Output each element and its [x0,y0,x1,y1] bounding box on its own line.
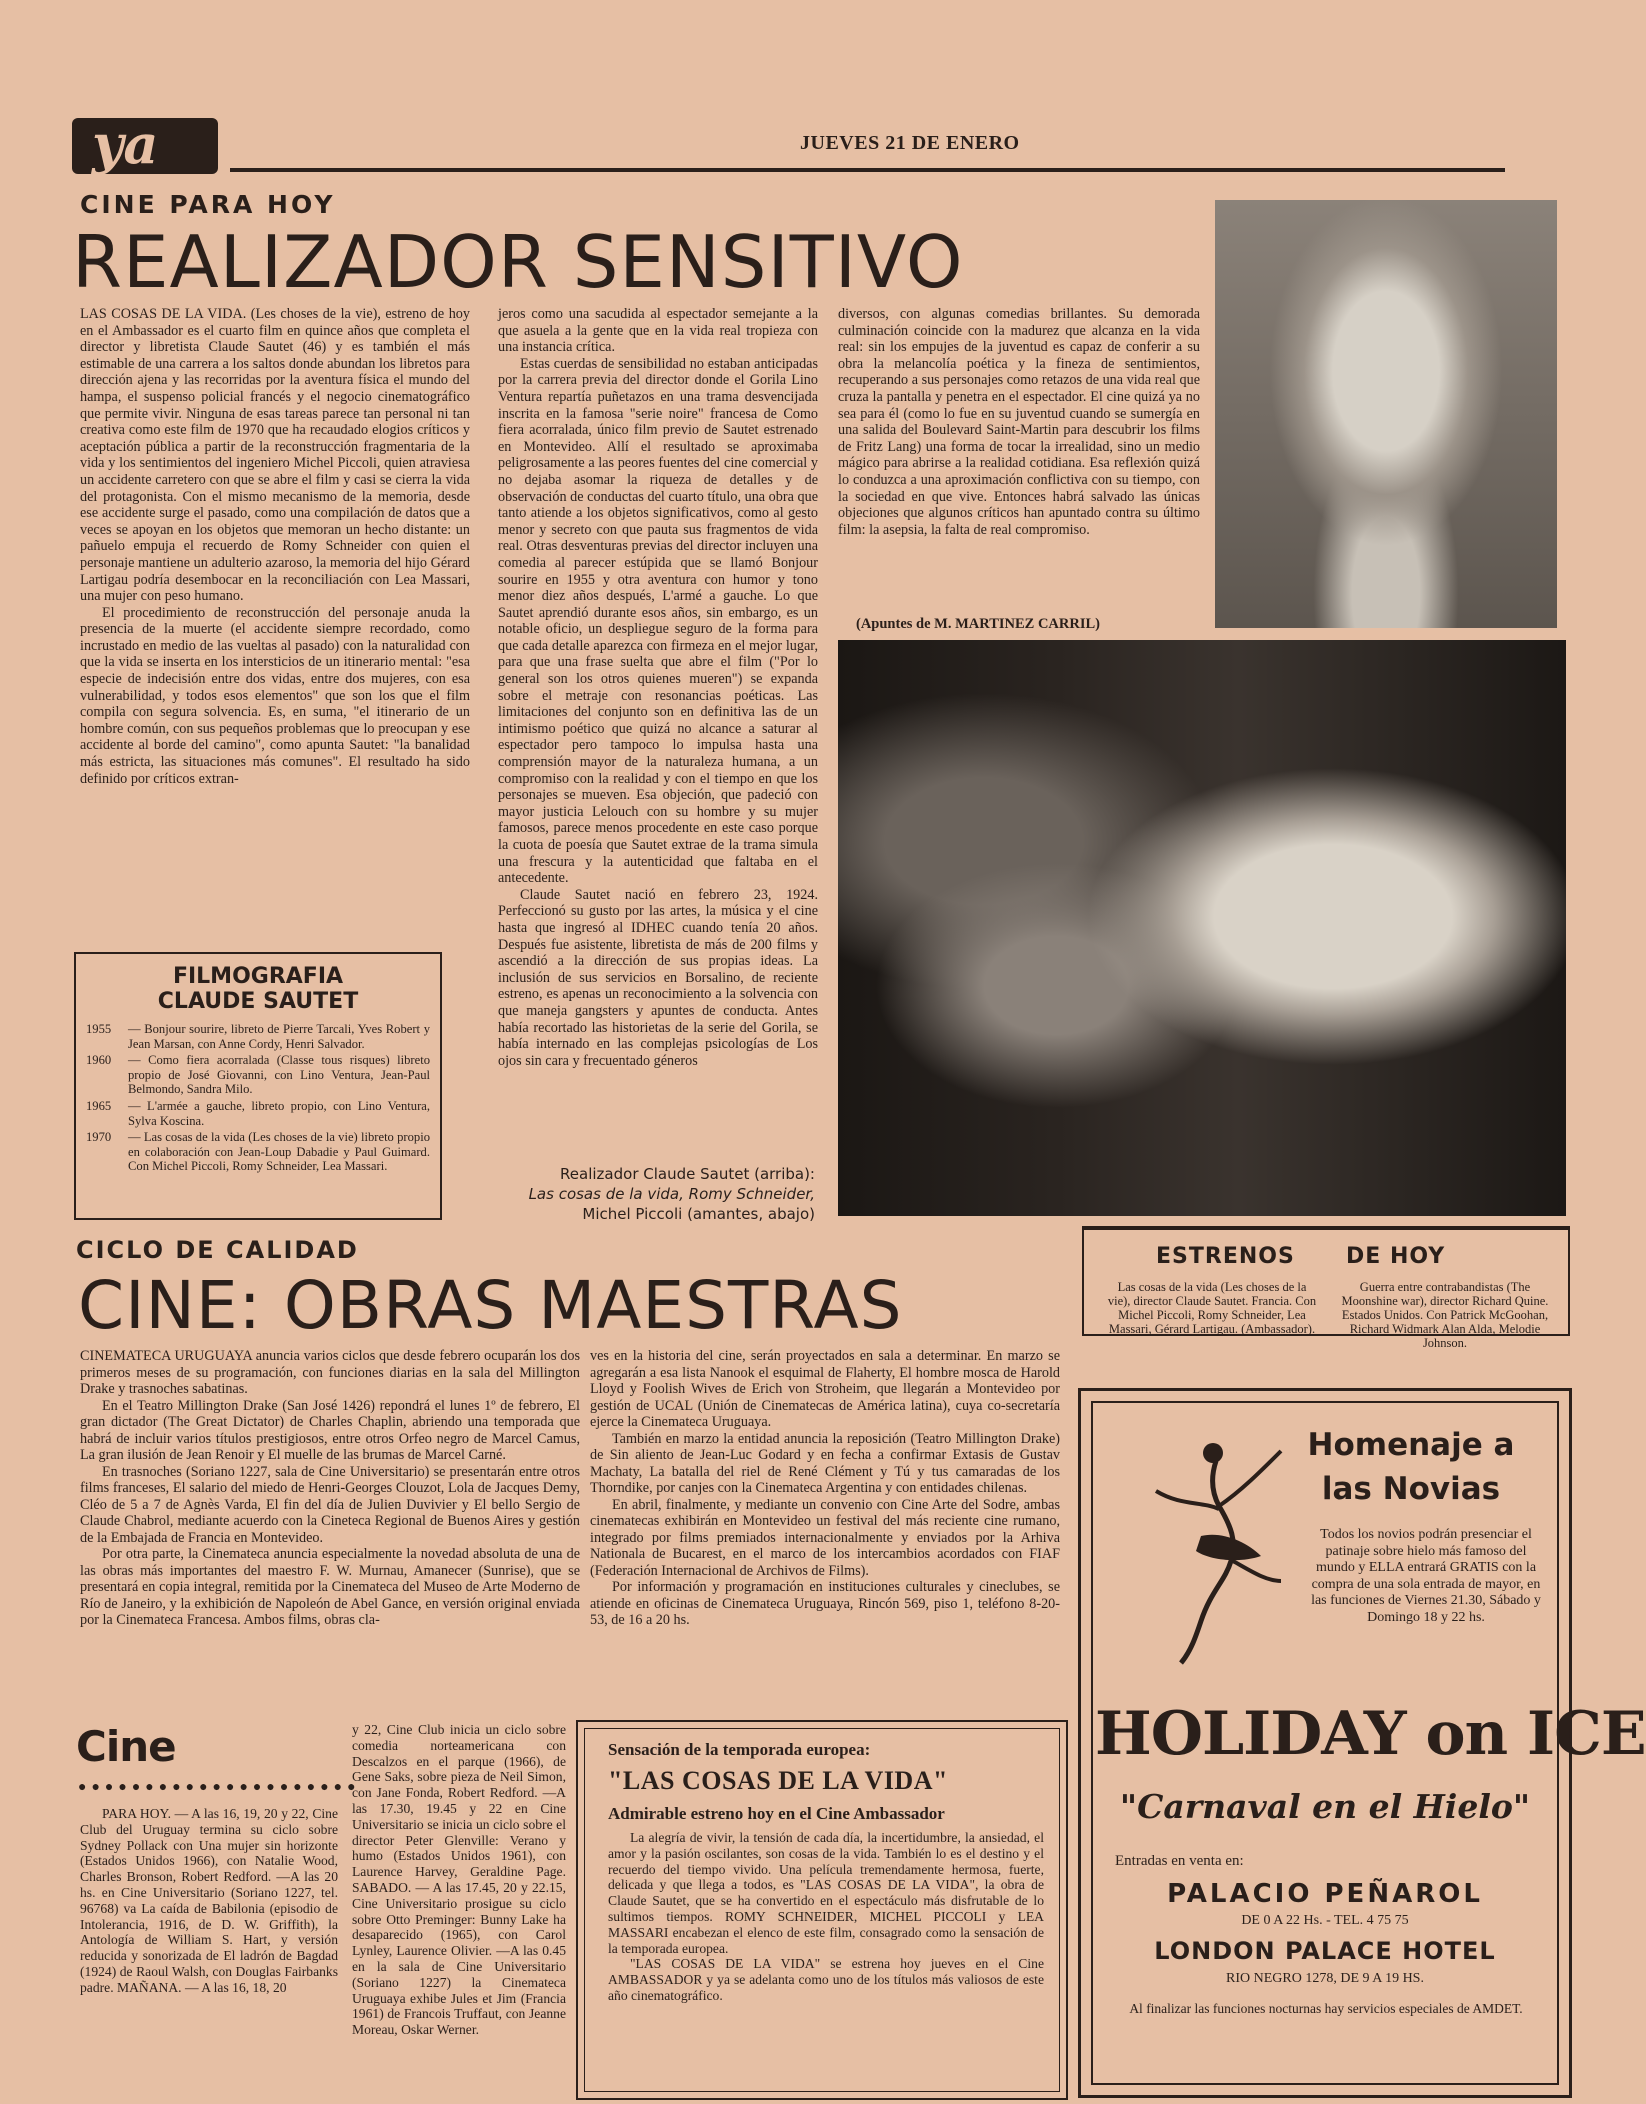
paragraph: En el Teatro Millington Drake (San José 1426) repondrá el lunes 1º de febrero, El gran dictador (The Great Dictator) de Charles Chaplin, abriendo una temporada que habrá de incluir varios títulos prestigiosos, entre otros Orfeo negro de Marcel Camus, La gran ilusión de Jean Renoir y El muelle de las brumas de Marcel Carné. [80,1397,580,1463]
photo-caption: Realizador Claude Sautet (arriba): Las cosas de la vida, Romy Schneider, Michel Piccoli (amantes, abajo) [528,1165,815,1223]
paragraph: Por información y programación en instituciones culturales y cineclubes, se atiende en oficinas de Cinemateca Uruguaya, Rincón 569, piso 1, teléfono 8-20-53, de 16 a 20 hs. [590,1579,1060,1628]
paragraph: Estas cuerdas de sensibilidad no estaban anticipadas por la carrera previa del director donde el Gorila Lino Ventura repartía puñetazos en una trama desvencijada inscrita en la famosa "serie noire" francesa de Como fiera acorralada, único film previo de Sautet estrenado en Montevideo. Allí el resultado se aproximaba peligrosamente a las peores fuentes del cine comercial y no dejaba asomar la riqueza de detalles y de observación de conductas del cuarto título, una obra que tanto atiende a los objetos significativos, como al gesto menor y secreto con que pauta sus fragmentos de vida real. Otras desventuras previas del director incluyen una comedia al parecer estúpida que se llamó Bonjour sourire en 1955 y otra aventura con humor y tono menor diez años después, L'armé a gauche. Lo que Sautet aprendió durante esos años, sin embargo, es un notable oficio, un despliegue seguro de la forma para que cada detalle aparezca con firmeza en el mejor lugar, para que una frase suelta que abre el film ("Por lo general son los otros quienes mueren") se expanda sobre el metraje con resonancias poéticas. Las limitaciones del conjunto son en definitiva las de un intimismo poético que quizá no alcance a saturar al espectador pero tampoco lo impulsa hasta una comprensión mayor de la naturaleza humana, a un compromiso con la realidad y con el tiempo en que los personajes se mueven. Esa objeción, que padeció con mayor justicia Lelouch con su hombre y su mujer famosos, parece menos procedente en este caso porque la cuota de poesía que Sautet extrae de la trama simula una frescura y la autenticidad que faltaba en el antecedente. [498,355,818,887]
ad-venue-info: RIO NEGRO 1278, DE 9 A 19 HS. [1226,1971,1424,1986]
filmography-list [76,1014,440,1174]
paragraph: La alegría de vivir, la tensión de cada día, la incertidumbre, la ansiedad, el amor y la pasión oscilantes, son cosas de la vida. También lo es el destino y el recuerdo del tiempo vivido. Una película tremendamente hermosa, fuerte, delicada y que llega a todos, es "LAS COSAS DE LA VIDA", la obra de Claude Sautet, que se ha convertido en el espectáculo más disfrutable de lo sultimos tiempos. ROMY SCHNEIDER, MICHEL PICCOLI y LEA MASSARI encabezan el elenco de este film, consagrado como la sensación de la temporada europea. [608,1830,1044,1956]
section-kicker: CICLO DE CALIDAD [76,1236,359,1264]
headline: REALIZADOR SENSITIVO [72,220,964,304]
paragraph: LAS COSAS DE LA VIDA. (Les choses de la vie), estreno de hoy en el Ambassador es el cuarto film en quince años que completa el director y libretista Claude Sautet (46) y es también el más estimable de una carrera a los saltos donde abundan los libretos para dirección ajena y las recorridas por la aventura física el mundo del hampa, el suspenso policial francés y el negocio cinematográfico que permite vivir. Ninguna de esas tareas parece tan personal ni tan creativa como este film de 1970 que ha recaudado elogios críticos y aceptación pública a partir de la reconstrucción fragmentaria de la vida y los sentimientos del ingeniero Michel Piccoli, quien atraviesa un accidente carretero con que se abre el film y casi se cierra la vida del protagonista. Con el mismo mecanismo de la memoria, desde ese accidente surge el pasado, como una compilación de datos que a veces se apoyan en los objetos que memoran un hecho distante: un pañuelo empuja el recuerdo de Romy Schneider con quien el personaje mantiene un adulterio azaroso, la memoria del hijo Gérard Lartigau podría desembocar en la reconciliación con Lea Massari, una mujer con peso humano. [80,306,470,605]
paragraph: También en marzo la entidad anuncia la reposición (Teatro Millington Drake) de Sin aliento de Jean-Luc Godard y en fecha a confirmar Extasis de Gustav Machaty, La batalla del riel de René Clément y Tú y tus camaradas de los Thorndike, por canjes con la Cinemateca Argentina y con entidades chilenas. [590,1430,1060,1496]
ad-body: Todos los novios podrán presenciar el patinaje sobre hielo más famoso del mundo y ELLA entrará GRATIS con la compra de una sola entrada de mayor, en las funciones de Viernes 21.30, Sábado y Domingo 18 y 22 hs. [1311,1527,1541,1625]
estreno-item: Las cosas de la vida (Les choses de la vie), director Claude Sautet. Francia. Con Michel Piccoli, Romy Schneider, Lea Massari, Gérard Lartigau. (Ambassador). [1107,1280,1317,1336]
section-kicker: CINE PARA HOY [80,190,336,219]
issue-date: JUEVES 21 DE ENERO [800,132,1020,154]
article-col-2 [590,1348,1060,1712]
paragraph: En trasnoches (Soriano 1227, sala de Cine Universitario) se presentarán entre otros films franceses, El salario del miedo de Henri-Georges Clouzot, Lola de Jacques Demy, Cléo de 5 a 7 de Agnès Varda, El fin del día de Julien Duvivier y El bello Sergio de Claude Chabrol, mediante acuerdo con la Cineteca Regional de Buenos Aires y gestión de la Embajada de Francia en Montevideo. [80,1463,580,1546]
article-col-2 [498,306,818,1132]
film-still-photo [838,640,1566,1216]
filmography-title: FILMOGRAFIA [172,964,344,989]
filmography-box [74,952,442,1220]
article-col-3 [838,306,1200,606]
cine-dots: ●●●●●●●●●●●●●●●●●●●●● [78,1780,361,1795]
paragraph: El procedimiento de reconstrucción del personaje anuda la presencia de la muerte (el accidente siempre recordado, como incrustado en medio de las vueltas al pasado) con la naturalidad con que la vida se inserta en los intersticios de un itinerario mental: "esa especie de indecisión entre dos vidas, entre dos mujeres, con esa vulnerabilidad, y todos esos elementos" que son los que el film compila con segura solvencia. Es, en suma, "el itinerario de un hombre común, con sus pequeños problemas que lo preocupan y ese accidente al borde del camino", como apunta Sautet: "la banalidad más estricta, las situaciones más comunes". El resultado ha sido definido por críticos extran- [80,604,470,787]
ad-title: "LAS COSAS DE LA VIDA" [608,1766,948,1795]
cine-listings-col-1: PARA HOY. — A las 16, 19, 20 y 22, Cine Club del Uruguay termina su ciclo sobre Sydney Pollack con Una mujer sin horizonte (Estados Unidos 1966), con Natalie Wood, Charles Bronson, Robert Redford. —A las 20 hs. en Cine Universitario (Soriano 1227, tel. 96768) va La caída de Babilonia (episodio de Intolerancia, 1916, de D. W. Griffith), la Antología de William S. Hart, y versión reducida y sonorizada de El ladrón de Bagdad (1924) de Raoul Walsh, con Douglas Fairbanks padre. MAÑANA. — A las 16, 18, 20 [80,1806,338,1995]
paragraph: Por otra parte, la Cinemateca anuncia especialmente la novedad absoluta de una de las obras más importantes del maestro F. W. Murnau, Amanecer (Sunrise), que se presentará en copia integral, remitida por la Cinemateca del Museo de Arte Moderno de Río de Janeiro, y la exhibición de Napoleón de Abel Gance, en versión original enviada por la Cinemateca Francesa. Ambos films, obras cla- [80,1546,580,1628]
ad-venue: LONDON PALACE HOTEL [1154,1937,1496,1965]
paragraph: "LAS COSAS DE LA VIDA" se estrena hoy jueves en el Cine AMBASSADOR y ya se adelanta como uno de los títulos más valiosos de este año cinematográfico. [608,1956,1044,2003]
ad-kicker: Sensación de la temporada europea: [608,1740,871,1759]
article-col-1 [80,306,470,946]
list-item: 1965 — L'armée a gauche, libreto propio, con Lino Ventura, Sylva Koscina. [86,1098,430,1128]
ad-body [608,1830,1044,2004]
logo: ya [72,118,218,174]
ad-title: las Novias [1321,1471,1501,1507]
headline: CINE: OBRAS MAESTRAS [78,1267,903,1344]
cine-title: Cine [76,1722,176,1771]
estrenos-title: ESTRENOS [1156,1244,1295,1269]
paragraph: jeros como una sacudida al espectador semejante a la que asuela a la gente que en la vida real tropieza con una instancia crítica. [498,306,818,356]
ad-tickets-label: Entradas en venta en: [1115,1853,1244,1869]
ad-footer: Al finalizar las funciones nocturnas hay servicios especiales de AMDET. [1129,2001,1523,2016]
ad-venue-info: DE 0 A 22 Hs. - TEL. 4 75 75 [1241,1913,1409,1928]
ad-venue: PALACIO PEÑAROL [1167,1879,1483,1909]
estrenos-subtitle: DE HOY [1346,1244,1446,1269]
list-item: 1970 — Las cosas de la vida (Les choses de la vie) libreto propio en colaboración con Jean-Loup Dabadie y Paul Guimard. Con Michel Piccoli, Romy Schneider, Lea Massari. [86,1130,430,1174]
skater-illustration-icon [1141,1431,1291,1671]
sensacion-ad-box [576,1720,1068,2100]
header-rule [230,168,1505,172]
estrenos-box [1082,1226,1570,1350]
filmography-subtitle: CLAUDE SAUTET [157,989,359,1014]
ad-title: Homenaje a [1307,1427,1515,1463]
list-item: 1955 — Bonjour sourire, libreto de Pierre Tarcali, Yves Robert y Jean Marsan, con Anne Cordy, Henri Salvador. [86,1022,430,1051]
holiday-on-ice-ad [1078,1388,1646,2098]
article-col-1 [80,1348,580,1728]
paragraph: diversos, con algunas comedias brillantes. Su demorada culminación coincide con la madurez que alcanza en la vida real: sin los empujes de la juventud es capaz de conferir a su obra la melancolía poética y la fineza de sentimientos, recuperando a sus personajes como retazos de una vida real que cruza la pantalla y penetra en el espectador. El cine quizá ya no sea para él (como lo fue en su juventud cuando se sumergía en una salida del Boulevard Saint-Martin para descubrir los films de Fritz Lang) una forma de tocar la irrealidad, sino un medio mágico para abrirse a la realidad cotidiana. Esa reflexión quizá lo conduzca a una aproximación conflictiva con su tiempo, con la sociedad en que vive. Entonces habrá salvado las únicas objeciones que algunos críticos han apuntado contra su último film: la asepsia, la falta de real compromiso. [838,306,1200,538]
ad-slogan: "Carnaval en el Hielo" [1119,1787,1531,1826]
byline: (Apuntes de M. MARTINEZ CARRIL) [856,616,1100,632]
list-item: 1960 — Como fiera acorralada (Classe tous risques) libreto propio de José Giovanni, con Lino Ventura, Jean-Paul Belmondo, Sandra Milo. [86,1053,430,1097]
paragraph: En abril, finalmente, y mediante un convenio con Cine Arte del Sodre, ambas cinematecas exhibirán en Montevideo un festival del más reciente cine rumano, integrado por films premiados internacionalmente y enviados por la Arhiva Nationala de Bucarest, en el marco de los intercambios acordados con FIAF (Federación Internacional de Archivos de Films). [590,1496,1060,1579]
paragraph: CINEMATECA URUGUAYA anuncia varios ciclos que desde febrero ocuparán los dos primeros meses de su programación, con funciones diarias en la sala del Millington Drake y trasnoches sabatinas. [80,1348,580,1397]
estreno-item: Guerra entre contrabandistas (The Moonshine war), director Richard Quine. Estados Unidos. Con Patrick McGoohan, Richard Widmark Alan Alda, Melodie Johnson. [1341,1280,1549,1350]
cine-listings-col-2: y 22, Cine Club inicia un ciclo sobre comedia norteamericana con Descalzos en el parque (1966), de Gene Saks, sobre pieza de Neil Simon, con Jane Fonda, Robert Redford. —A las 17.30, 19.45 y 22 en Cine Universitario se inicia un ciclo sobre el director Peter Glenville: Verano y humo (Estados Unidos 1961), con Laurence Harvey, Geraldine Page. SABADO. — A las 17.45, 20 y 22.15, Cine Universitario prosigue su ciclo sobre Otto Preminger: Bunny Lake ha desaparecido (1965), con Carol Lynley, Laurence Olivier. —A las 0.45 en la sala de Cine Universitario (Soriano 1227) la Cinemateca Uruguaya exhibe Jules et Jim (Francia 1961) de Francois Truffaut, con Jeanne Moreau, Oskar Werner. [352,1722,566,2038]
ad-brand: HOLIDAY on ICE [1095,1699,1646,1769]
paragraph: Claude Sautet nació en febrero 23, 1924. Perfeccionó su gusto por las artes, la música y el cine hasta que ingresó al IDHEC cuando tenía 20 años. Después fue asistente, libretista de más de 200 films y ascendió a la dirección de sus propias ideas. La inclusión de sus servicios en Borsalino, de reciente estreno, es apenas un reconocimiento a la solvencia con que maneja gangsters y apuntes de conducta. Antes había recortado las historietas de la serie del Gorila, se había internado en las complejas psicologías de Los ojos sin cara y frecuentado géneros [498,886,818,1069]
director-portrait-photo [1215,200,1557,628]
ad-subtitle: Admirable estreno hoy en el Cine Ambassador [608,1804,945,1823]
paragraph: ves en la historia del cine, serán proyectados en sala a determinar. En marzo se agregarán a esa lista Nanook el esquimal de Flaherty, El hombre mosca de Harold Lloyd y Foolish Wives de Erich von Stroheim, que llegarán a Montevideo por gestión de UCAL (Unión de Cinematecas de América latina), cuya co-secretaría ejerce la Cinemateca Uruguaya. [590,1348,1060,1430]
